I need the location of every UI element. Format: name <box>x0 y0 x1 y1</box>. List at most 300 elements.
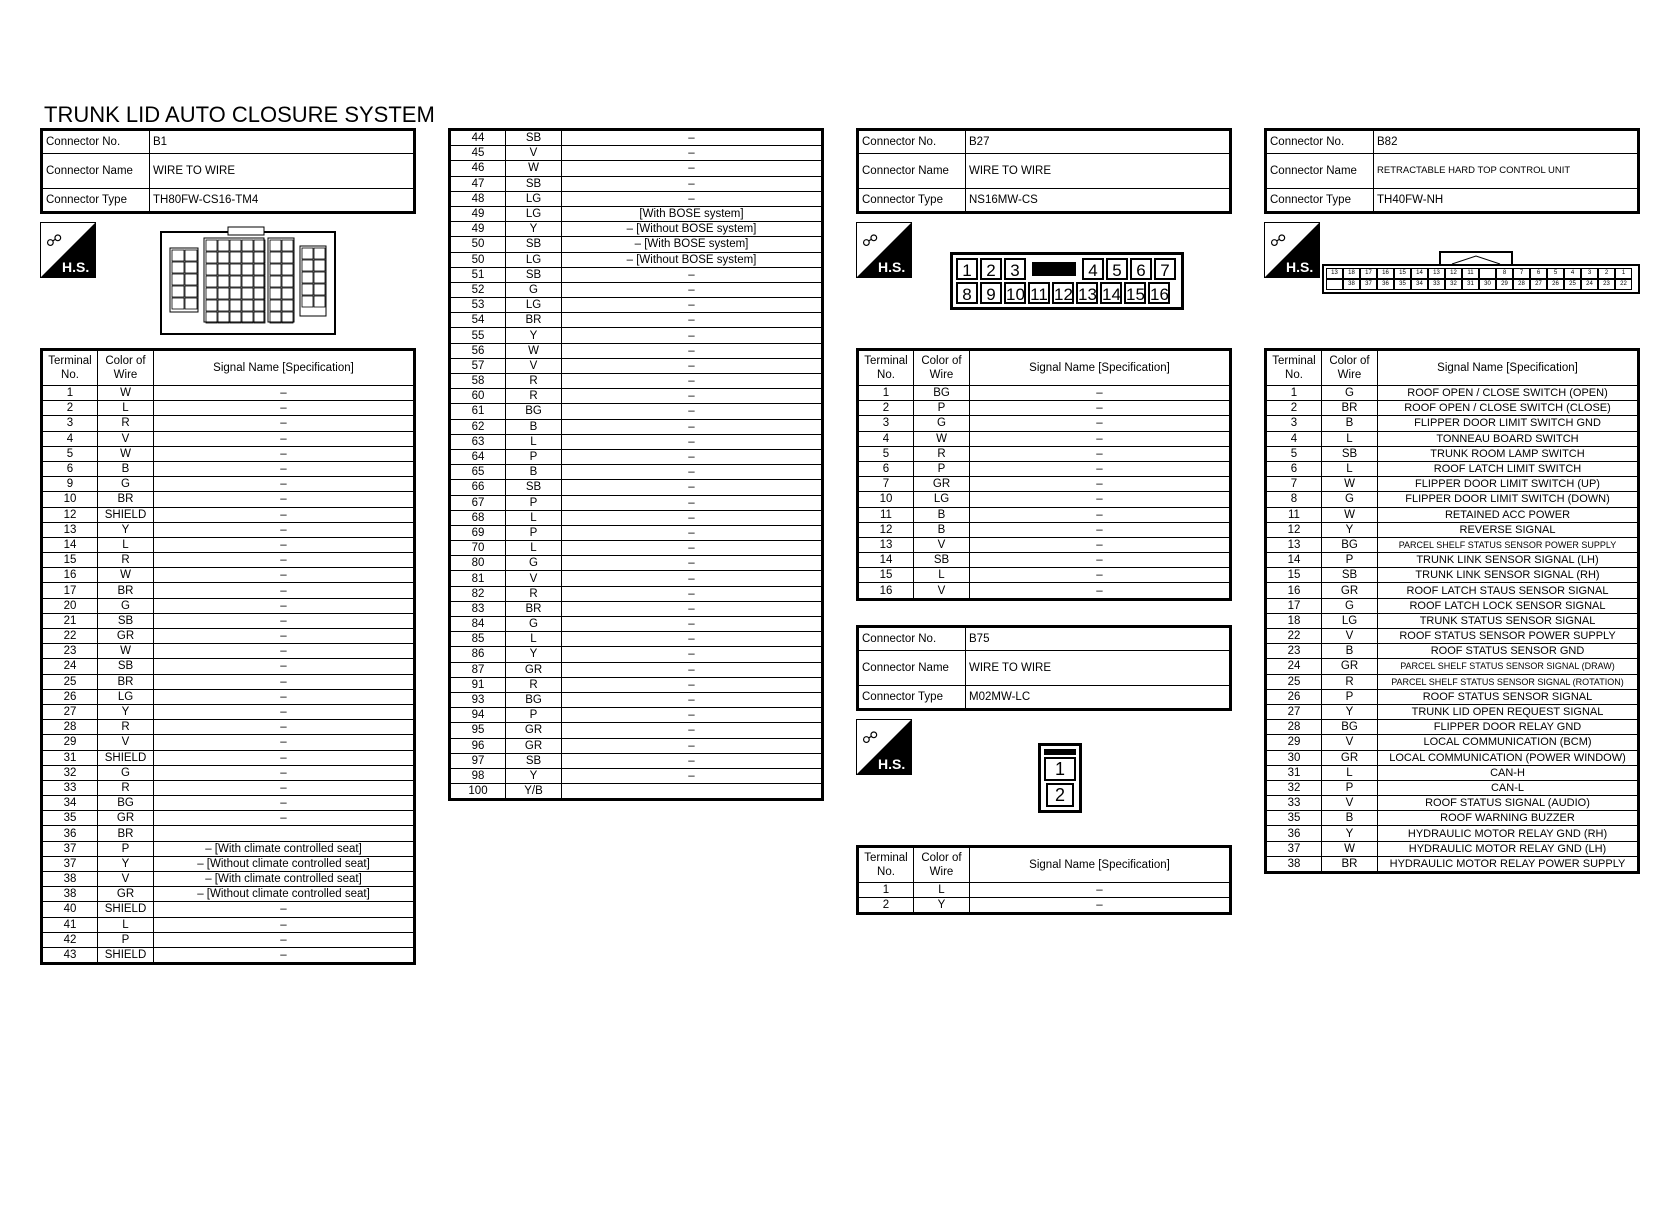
signal-name-cell: – <box>562 449 823 464</box>
signal-name-cell: TRUNK LID OPEN REQUEST SIGNAL <box>1378 704 1639 719</box>
terminal-no-cell: 38 <box>1266 856 1322 872</box>
connector-face-b82 <box>1322 248 1640 294</box>
signal-name-cell: – <box>154 720 415 735</box>
signal-name-cell: – [With climate controlled seat] <box>154 872 415 887</box>
wire-color-cell: LG <box>98 689 154 704</box>
terminal-no-cell: 31 <box>1266 765 1322 780</box>
terminal-no-cell: 20 <box>42 598 98 613</box>
signal-name-cell: – <box>562 161 823 176</box>
pin: 17 <box>1360 268 1377 279</box>
pin: 2 <box>1598 268 1615 279</box>
wire-color-cell: B <box>1322 811 1378 826</box>
signal-name-cell: TONNEAU BOARD SWITCH <box>1378 431 1639 446</box>
connector-b27 <box>856 128 1232 915</box>
signal-name-header: Signal Name [Specification] <box>970 846 1231 882</box>
wire-color-cell: LG <box>914 492 970 507</box>
table-row <box>450 267 823 282</box>
table-row <box>42 735 415 750</box>
table-row <box>450 617 823 632</box>
terminal-no-cell: 7 <box>858 477 914 492</box>
table-row <box>1266 446 1639 461</box>
terminal-no-cell: 8 <box>1266 492 1322 507</box>
table-row <box>450 586 823 601</box>
signal-name-cell: – <box>562 525 823 540</box>
terminal-no-cell: 2 <box>858 897 914 913</box>
table-row <box>450 753 823 768</box>
terminal-no-cell: 32 <box>1266 780 1322 795</box>
signal-name-cell: – <box>562 146 823 161</box>
table-row <box>42 872 415 887</box>
connector-type-label: Connector Type <box>858 189 966 213</box>
table-row <box>1266 689 1639 704</box>
signal-name-cell: FLIPPER DOOR LIMIT SWITCH GND <box>1378 416 1639 431</box>
table-row <box>450 556 823 571</box>
wire-color-cell: B <box>98 461 154 476</box>
signal-name-header: Signal Name [Specification] <box>970 350 1231 386</box>
wire-color-cell: P <box>914 401 970 416</box>
terminal-no-cell: 93 <box>450 692 506 707</box>
connector-no-value: B82 <box>1374 130 1639 154</box>
terminal-no-cell: 6 <box>1266 461 1322 476</box>
table-row <box>1266 583 1639 598</box>
table-row <box>858 492 1231 507</box>
pin: 12 <box>1052 282 1074 304</box>
table-row <box>42 932 415 947</box>
terminal-no-cell: 51 <box>450 267 506 282</box>
signal-name-cell: ROOF OPEN / CLOSE SWITCH (CLOSE) <box>1378 401 1639 416</box>
terminal-no-cell: 13 <box>1266 537 1322 552</box>
table-row <box>42 811 415 826</box>
signal-name-cell: – <box>154 431 415 446</box>
table-row <box>42 689 415 704</box>
signal-name-cell: – <box>562 692 823 707</box>
table-row <box>42 780 415 795</box>
terminal-no-cell: 67 <box>450 495 506 510</box>
wire-color-cell: BR <box>1322 401 1378 416</box>
terminal-no-cell: 60 <box>450 389 506 404</box>
table-row <box>1266 416 1639 431</box>
table-row <box>1266 522 1639 537</box>
signal-name-cell: – [With BOSE system] <box>562 237 823 252</box>
harness-side-icon <box>40 222 96 278</box>
pin: 10 <box>1004 282 1026 304</box>
terminal-no-cell: 32 <box>42 765 98 780</box>
signal-name-cell: – <box>154 583 415 598</box>
terminal-no-cell: 49 <box>450 222 506 237</box>
pin <box>1326 279 1343 290</box>
signal-name-cell: – <box>562 465 823 480</box>
terminal-no-cell: 47 <box>450 176 506 191</box>
pin: 11 <box>1462 268 1479 279</box>
terminal-no-cell: 15 <box>1266 568 1322 583</box>
terminal-no-cell: 22 <box>1266 629 1322 644</box>
signal-name-cell: – <box>154 613 415 628</box>
terminal-no-cell: 1 <box>858 386 914 401</box>
wire-color-cell: W <box>506 161 562 176</box>
connector-figure-area <box>40 214 416 348</box>
signal-name-cell: – <box>154 811 415 826</box>
connector-name-label: Connector Name <box>42 154 150 189</box>
pin: 33 <box>1428 279 1445 290</box>
signal-name-cell: ROOF STATUS SENSOR GND <box>1378 644 1639 659</box>
table-row <box>1266 735 1639 750</box>
terminal-no-cell: 37 <box>42 856 98 871</box>
signal-name-cell: – <box>154 644 415 659</box>
wire-color-cell: G <box>506 617 562 632</box>
terminal-no-cell: 1 <box>1266 386 1322 401</box>
terminal-no-cell: 29 <box>42 735 98 750</box>
wire-color-cell: B <box>1322 644 1378 659</box>
table-row <box>42 492 415 507</box>
wire-color-cell: LG <box>506 191 562 206</box>
terminal-no-cell: 85 <box>450 632 506 647</box>
terminal-no-cell: 96 <box>450 738 506 753</box>
wire-color-cell: GR <box>1322 583 1378 598</box>
table-row <box>42 386 415 401</box>
wire-color-cell: L <box>98 537 154 552</box>
terminal-no-cell: 25 <box>1266 674 1322 689</box>
wire-color-cell: GR <box>98 887 154 902</box>
wire-color-cell: P <box>506 495 562 510</box>
table-row <box>450 389 823 404</box>
pin: 3 <box>1581 268 1598 279</box>
connector-face-b1 <box>160 226 336 341</box>
table-row <box>450 146 823 161</box>
pin: 13 <box>1326 268 1343 279</box>
color-of-wire-header: Color of Wire <box>1322 350 1378 386</box>
terminal-no-cell: 13 <box>42 522 98 537</box>
table-row <box>450 130 823 146</box>
terminal-no-cell: 4 <box>858 431 914 446</box>
signal-name-header: Signal Name [Specification] <box>154 350 415 386</box>
table-row <box>858 461 1231 476</box>
terminal-no-cell: 37 <box>1266 841 1322 856</box>
table-row <box>42 401 415 416</box>
svg-text:☍: ☍ <box>1270 231 1287 250</box>
terminal-no-cell: 34 <box>42 796 98 811</box>
connector-no-value: B75 <box>966 626 1231 650</box>
wire-color-cell: R <box>98 416 154 431</box>
terminal-no-header: Terminal No. <box>42 350 98 386</box>
signal-name-cell: – <box>970 553 1231 568</box>
wire-color-cell: V <box>1322 629 1378 644</box>
connector-latch <box>1044 749 1076 755</box>
table-row <box>858 522 1231 537</box>
wire-color-cell: P <box>506 449 562 464</box>
connector-type-label: Connector Type <box>858 685 966 709</box>
wire-color-cell: BR <box>98 492 154 507</box>
terminal-no-cell: 40 <box>42 902 98 917</box>
signal-name-cell: PARCEL SHELF STATUS SENSOR SIGNAL (ROTATION) <box>1378 674 1639 689</box>
wire-color-cell: BR <box>98 583 154 598</box>
wire-color-cell: V <box>914 583 970 599</box>
terminal-no-cell: 35 <box>1266 811 1322 826</box>
wire-color-cell: Y <box>98 522 154 537</box>
signal-name-cell: – <box>154 416 415 431</box>
terminal-no-cell: 53 <box>450 298 506 313</box>
signal-name-cell: ROOF OPEN / CLOSE SWITCH (OPEN) <box>1378 386 1639 401</box>
signal-name-cell: – <box>970 507 1231 522</box>
terminal-no-cell: 27 <box>42 704 98 719</box>
table-row <box>42 553 415 568</box>
pin: 2 <box>980 258 1002 280</box>
pin: 22 <box>1615 279 1632 290</box>
signal-name-cell: – <box>970 416 1231 431</box>
wire-color-cell: BG <box>1322 720 1378 735</box>
table-row <box>450 191 823 206</box>
connector-b1-continued <box>448 128 824 801</box>
signal-name-cell: – <box>562 556 823 571</box>
wire-color-cell: GR <box>1322 659 1378 674</box>
pin: 1 <box>1615 268 1632 279</box>
wire-color-cell: GR <box>1322 750 1378 765</box>
table-row <box>858 882 1231 897</box>
pin: 7 <box>1513 268 1530 279</box>
wire-color-cell: SB <box>914 553 970 568</box>
signal-name-cell: – <box>562 601 823 616</box>
signal-name-cell: – <box>970 461 1231 476</box>
wire-color-cell: R <box>506 586 562 601</box>
pin: 11 <box>1028 282 1050 304</box>
connector-figure-area <box>1264 214 1640 348</box>
terminal-no-cell: 65 <box>450 465 506 480</box>
pin: 12 <box>1445 268 1462 279</box>
terminal-no-cell: 23 <box>1266 644 1322 659</box>
signal-name-cell: – <box>970 477 1231 492</box>
terminal-no-cell: 18 <box>1266 613 1322 628</box>
table-row <box>42 796 415 811</box>
wire-color-cell: L <box>1322 765 1378 780</box>
signal-name-cell: – [Without climate controlled seat] <box>154 856 415 871</box>
table-row <box>42 598 415 613</box>
terminal-no-cell: 12 <box>42 507 98 522</box>
terminal-no-cell: 44 <box>450 130 506 146</box>
table-row <box>42 477 415 492</box>
signal-name-cell: ROOF STATUS SENSOR POWER SUPPLY <box>1378 629 1639 644</box>
table-row <box>450 374 823 389</box>
table-row <box>450 434 823 449</box>
terminal-no-cell: 14 <box>42 537 98 552</box>
terminal-no-cell: 87 <box>450 662 506 677</box>
wire-color-cell: L <box>506 632 562 647</box>
table-row <box>450 480 823 495</box>
wire-color-cell: G <box>98 477 154 492</box>
signal-name-cell: – <box>562 768 823 783</box>
connector-info-b82 <box>1264 128 1640 214</box>
signal-name-cell: – <box>154 704 415 719</box>
table-row <box>42 720 415 735</box>
terminal-no-cell: 3 <box>1266 416 1322 431</box>
table-row <box>1266 507 1639 522</box>
table-row <box>450 647 823 662</box>
terminal-no-cell: 36 <box>1266 826 1322 841</box>
table-row <box>42 461 415 476</box>
signal-name-cell: – <box>562 753 823 768</box>
terminal-no-cell: 4 <box>42 431 98 446</box>
terminal-no-cell: 42 <box>42 932 98 947</box>
signal-name-cell: RETAINED ACC POWER <box>1378 507 1639 522</box>
table-row <box>42 431 415 446</box>
connector-info-b27 <box>856 128 1232 214</box>
connector-name-label: Connector Name <box>858 154 966 189</box>
table-row <box>42 507 415 522</box>
wire-color-cell: V <box>98 431 154 446</box>
connector-name-value: WIRE TO WIRE <box>966 154 1231 189</box>
terminal-no-cell: 10 <box>858 492 914 507</box>
signal-name-cell: – <box>562 374 823 389</box>
wire-color-cell: L <box>1322 461 1378 476</box>
connector-no-label: Connector No. <box>42 130 150 154</box>
terminal-no-cell: 49 <box>450 206 506 221</box>
wire-color-cell: V <box>1322 735 1378 750</box>
wire-color-cell: P <box>506 708 562 723</box>
signal-name-cell: – <box>970 522 1231 537</box>
table-row <box>450 768 823 783</box>
signal-name-cell: – <box>154 932 415 947</box>
table-row <box>1266 750 1639 765</box>
table-row <box>858 446 1231 461</box>
signal-name-cell: – <box>154 492 415 507</box>
connector-name-label: Connector Name <box>1266 154 1374 189</box>
pin: 7 <box>1154 258 1176 280</box>
table-row <box>450 541 823 556</box>
terminal-no-cell: 63 <box>450 434 506 449</box>
svg-text:H.S.: H.S. <box>878 755 906 772</box>
signal-name-cell: – <box>154 796 415 811</box>
terminal-no-cell: 3 <box>858 416 914 431</box>
terminal-no-cell: 31 <box>42 750 98 765</box>
signal-name-cell: – <box>562 738 823 753</box>
terminal-no-cell: 2 <box>858 401 914 416</box>
terminal-no-cell: 14 <box>1266 553 1322 568</box>
signal-name-cell: – [Without BOSE system] <box>562 252 823 267</box>
connector-type-value: TH40FW-NH <box>1374 189 1639 213</box>
connector-b82 <box>1264 128 1640 874</box>
table-row <box>1266 659 1639 674</box>
terminal-no-cell: 29 <box>1266 735 1322 750</box>
signal-name-cell: – <box>562 723 823 738</box>
page-title: TRUNK LID AUTO CLOSURE SYSTEM <box>44 102 435 127</box>
wire-color-cell: L <box>914 568 970 583</box>
wire-color-cell: B <box>506 465 562 480</box>
table-row <box>450 632 823 647</box>
connector-name-value: RETRACTABLE HARD TOP CONTROL UNIT <box>1374 154 1639 189</box>
signal-name-cell: – <box>154 917 415 932</box>
terminal-no-cell: 100 <box>450 784 506 800</box>
table-row <box>42 947 415 963</box>
wire-color-cell: R <box>98 720 154 735</box>
wire-color-cell: LG <box>506 206 562 221</box>
wire-color-cell: LG <box>506 298 562 313</box>
table-row <box>858 583 1231 599</box>
signal-name-cell: ROOF LATCH LIMIT SWITCH <box>1378 461 1639 476</box>
terminal-no-header: Terminal No. <box>858 350 914 386</box>
wire-color-cell: V <box>98 872 154 887</box>
wire-color-cell: Y <box>506 222 562 237</box>
signal-name-cell: LOCAL COMMUNICATION (POWER WINDOW) <box>1378 750 1639 765</box>
wire-color-cell: W <box>98 568 154 583</box>
terminal-no-cell: 41 <box>42 917 98 932</box>
table-row <box>42 522 415 537</box>
signal-name-cell: – <box>562 480 823 495</box>
signal-name-cell: [With BOSE system] <box>562 206 823 221</box>
table-row <box>42 568 415 583</box>
signal-name-cell: – <box>562 358 823 373</box>
wire-color-cell: Y <box>1322 522 1378 537</box>
connector-figure-area <box>856 214 1232 348</box>
wire-color-cell: BG <box>1322 537 1378 552</box>
terminal-no-cell: 35 <box>42 811 98 826</box>
terminal-no-cell: 33 <box>1266 796 1322 811</box>
signal-name-cell: – <box>562 191 823 206</box>
table-row <box>858 416 1231 431</box>
pin: 15 <box>1394 268 1411 279</box>
table-row <box>858 507 1231 522</box>
pin: 14 <box>1411 268 1428 279</box>
signal-name-cell: – <box>970 568 1231 583</box>
wire-color-cell: W <box>98 644 154 659</box>
terminal-no-cell: 94 <box>450 708 506 723</box>
pin: 38 <box>1343 279 1360 290</box>
connector-info-b75 <box>856 625 1232 711</box>
terminal-no-cell: 28 <box>42 720 98 735</box>
signal-name-cell: – <box>562 632 823 647</box>
connector-no-label: Connector No. <box>858 130 966 154</box>
table-row <box>1266 704 1639 719</box>
signal-name-cell: – <box>562 541 823 556</box>
pin: 24 <box>1581 279 1598 290</box>
signal-name-cell: – <box>562 176 823 191</box>
signal-name-cell: FLIPPER DOOR RELAY GND <box>1378 720 1639 735</box>
table-row <box>1266 598 1639 613</box>
terminal-no-cell: 69 <box>450 525 506 540</box>
terminal-no-cell: 38 <box>42 887 98 902</box>
signal-name-cell: – <box>562 617 823 632</box>
table-row <box>42 887 415 902</box>
connector-face-b75 <box>1038 743 1082 813</box>
signal-name-cell: – <box>154 568 415 583</box>
pin: 32 <box>1445 279 1462 290</box>
wire-color-cell: Y <box>506 328 562 343</box>
wire-color-cell: G <box>1322 492 1378 507</box>
wire-color-cell: R <box>914 446 970 461</box>
wire-color-cell: W <box>98 386 154 401</box>
terminal-no-cell: 36 <box>42 826 98 841</box>
table-row <box>450 358 823 373</box>
signal-name-cell: – <box>154 735 415 750</box>
terminal-table-b1-continued <box>448 128 824 801</box>
signal-name-cell: TRUNK STATUS SENSOR SIGNAL <box>1378 613 1639 628</box>
wire-color-cell: W <box>506 343 562 358</box>
wire-color-cell: Y <box>1322 704 1378 719</box>
wire-color-cell: SB <box>506 480 562 495</box>
table-row <box>42 613 415 628</box>
table-row <box>858 553 1231 568</box>
table-row <box>450 222 823 237</box>
wire-color-cell: W <box>1322 507 1378 522</box>
wire-color-cell: P <box>1322 553 1378 568</box>
terminal-no-cell: 15 <box>42 553 98 568</box>
signal-name-cell: – <box>970 431 1231 446</box>
pin: 8 <box>956 282 978 304</box>
signal-name-cell: – <box>154 629 415 644</box>
terminal-table-b75 <box>856 845 1232 915</box>
wire-color-cell: GR <box>98 811 154 826</box>
pin: 3 <box>1004 258 1026 280</box>
wire-color-cell: BG <box>506 404 562 419</box>
table-row <box>1266 553 1639 568</box>
connector-figure-area <box>856 711 1232 845</box>
